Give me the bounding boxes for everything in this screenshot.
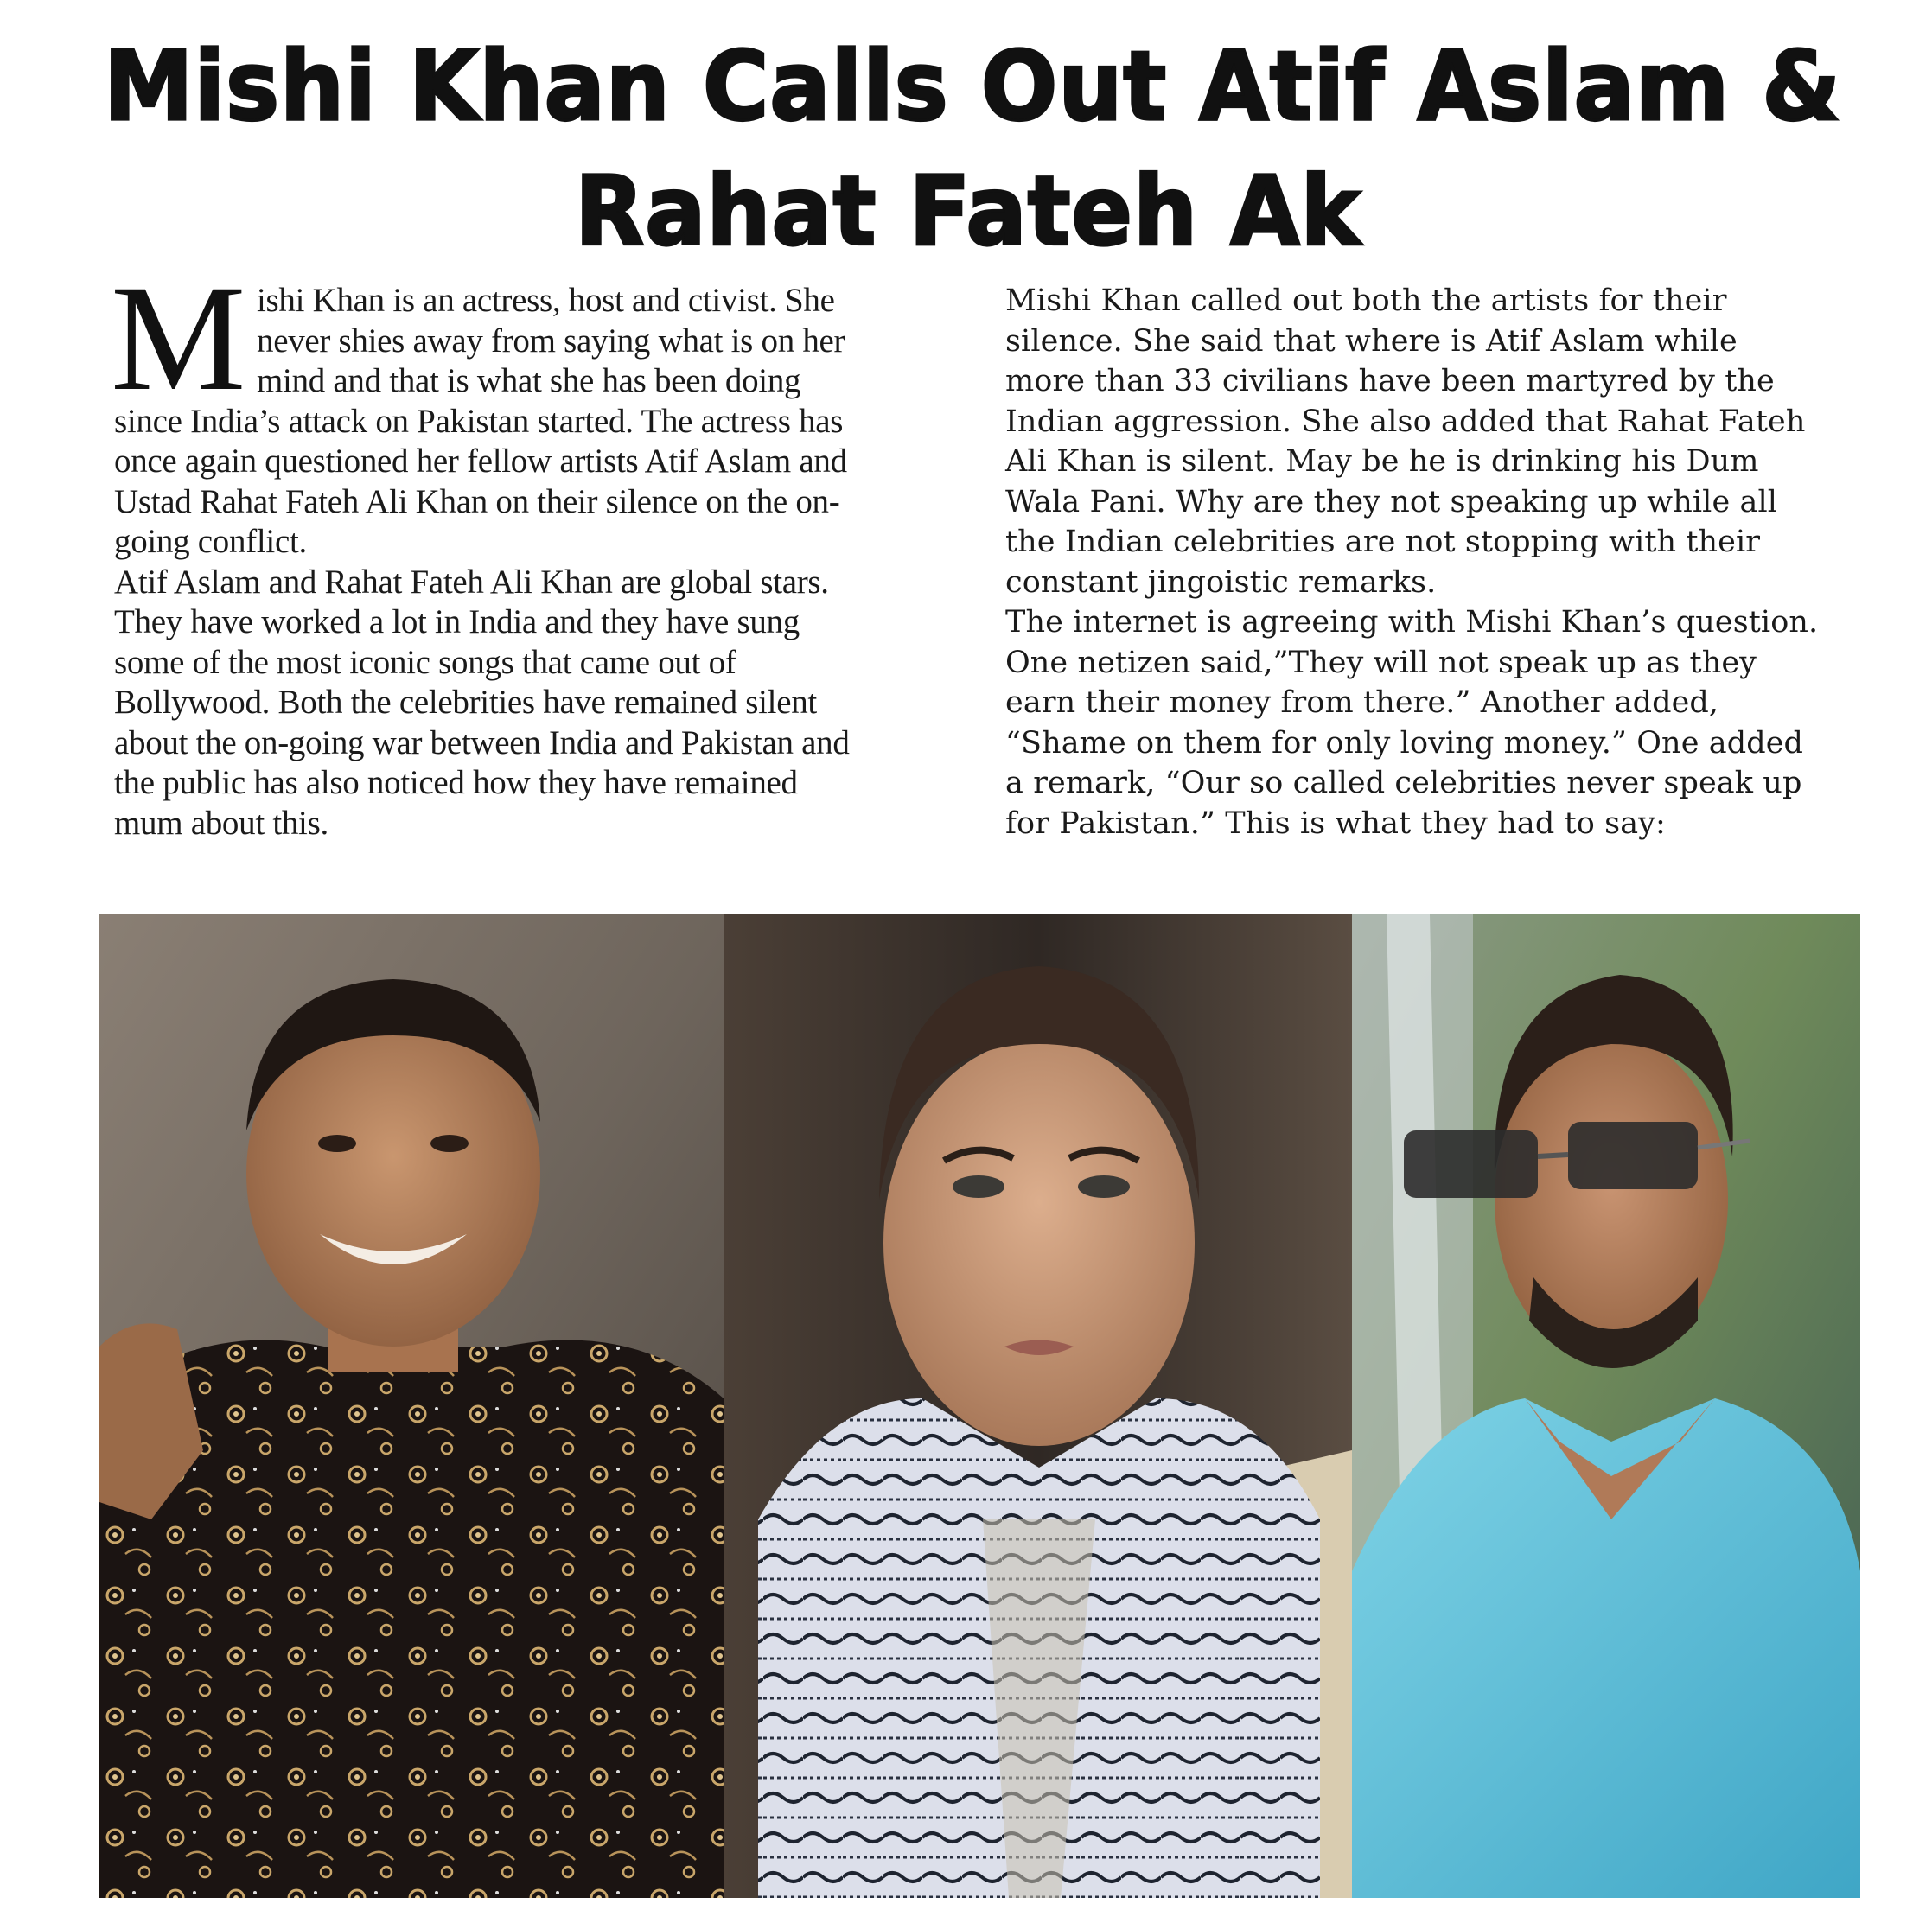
text-line: Wala Pani. Why are they not speaking up while all (1005, 484, 1778, 519)
text-line: going conflict. (114, 523, 307, 560)
text-line: mum about this. (114, 804, 328, 842)
text-line: once again questioned her fellow artists Atif Aslam and (114, 443, 847, 480)
text-line: the public has also noticed how they have remained (114, 764, 798, 801)
headline-line-2: Rahat Fateh Ak (575, 155, 1361, 267)
text-line: The internet is agreeing with Mishi Khan’s question. (1005, 605, 1819, 640)
article-headline (104, 24, 1842, 273)
text-line: more than 33 civilians have been martyred by the (1005, 364, 1775, 398)
right-column (1005, 281, 1870, 844)
text-line: silence. She said that where is Atif Aslam while (1005, 323, 1738, 359)
photo-rahat-fateh-ali-khan (99, 914, 724, 1898)
left-paragraph-1 (111, 254, 987, 563)
text-line: since India’s attack on Pakistan started. The actress has (114, 402, 844, 440)
text-line: some of the most iconic songs that came out of (114, 643, 736, 681)
text-line: never shies away from saying what is on her (257, 322, 845, 360)
text-line: Mishi Khan called out both the artists for their (1005, 283, 1727, 318)
text-line: mind and that is what she has been doing (257, 362, 801, 399)
photo-collage (99, 914, 1860, 1898)
text-line: the Indian celebrities are not stopping with their (1005, 525, 1761, 559)
headline-line-1: Mishi Khan Calls Out Atif Aslam & (104, 30, 1842, 143)
left-paragraph-2 (114, 563, 987, 844)
text-line: “Shame on them for only loving money.” One added (1005, 725, 1804, 761)
right-paragraph-1 (1005, 281, 1870, 602)
photo-mishi-khan (724, 914, 1352, 1898)
text-line: earn their money from there.” Another added, (1005, 685, 1719, 720)
text-line: They have worked a lot in India and they have sung (114, 603, 800, 640)
right-paragraph-2 (1005, 602, 1870, 844)
text-line: Bollywood. Both the celebrities have remained silent (114, 684, 817, 721)
text-line: for Pakistan.” This is what they had to say: (1005, 805, 1666, 841)
text-line: Ali Khan is silent. May be he is drinking his Dum (1005, 444, 1759, 479)
text-line: One netizen said,”They will not speak up as they (1005, 645, 1757, 680)
text-line: about the on-going war between India and Pakistan and (114, 723, 850, 761)
left-column (111, 254, 987, 844)
text-line: constant jingoistic remarks. (1005, 564, 1437, 600)
text-line: a remark, “Our so called celebrities never speak up (1005, 766, 1802, 800)
text-line: Atif Aslam and Rahat Fateh Ali Khan are global stars. (114, 563, 829, 601)
text-line: Ustad Rahat Fateh Ali Khan on their silence on the on- (114, 482, 840, 520)
drop-cap: M (111, 254, 246, 423)
photo-atif-aslam (1352, 914, 1860, 1898)
text-line: Indian aggression. She also added that Rahat Fateh (1005, 404, 1806, 439)
text-line: ishi Khan is an actress, host and ctivist. She (257, 282, 835, 319)
